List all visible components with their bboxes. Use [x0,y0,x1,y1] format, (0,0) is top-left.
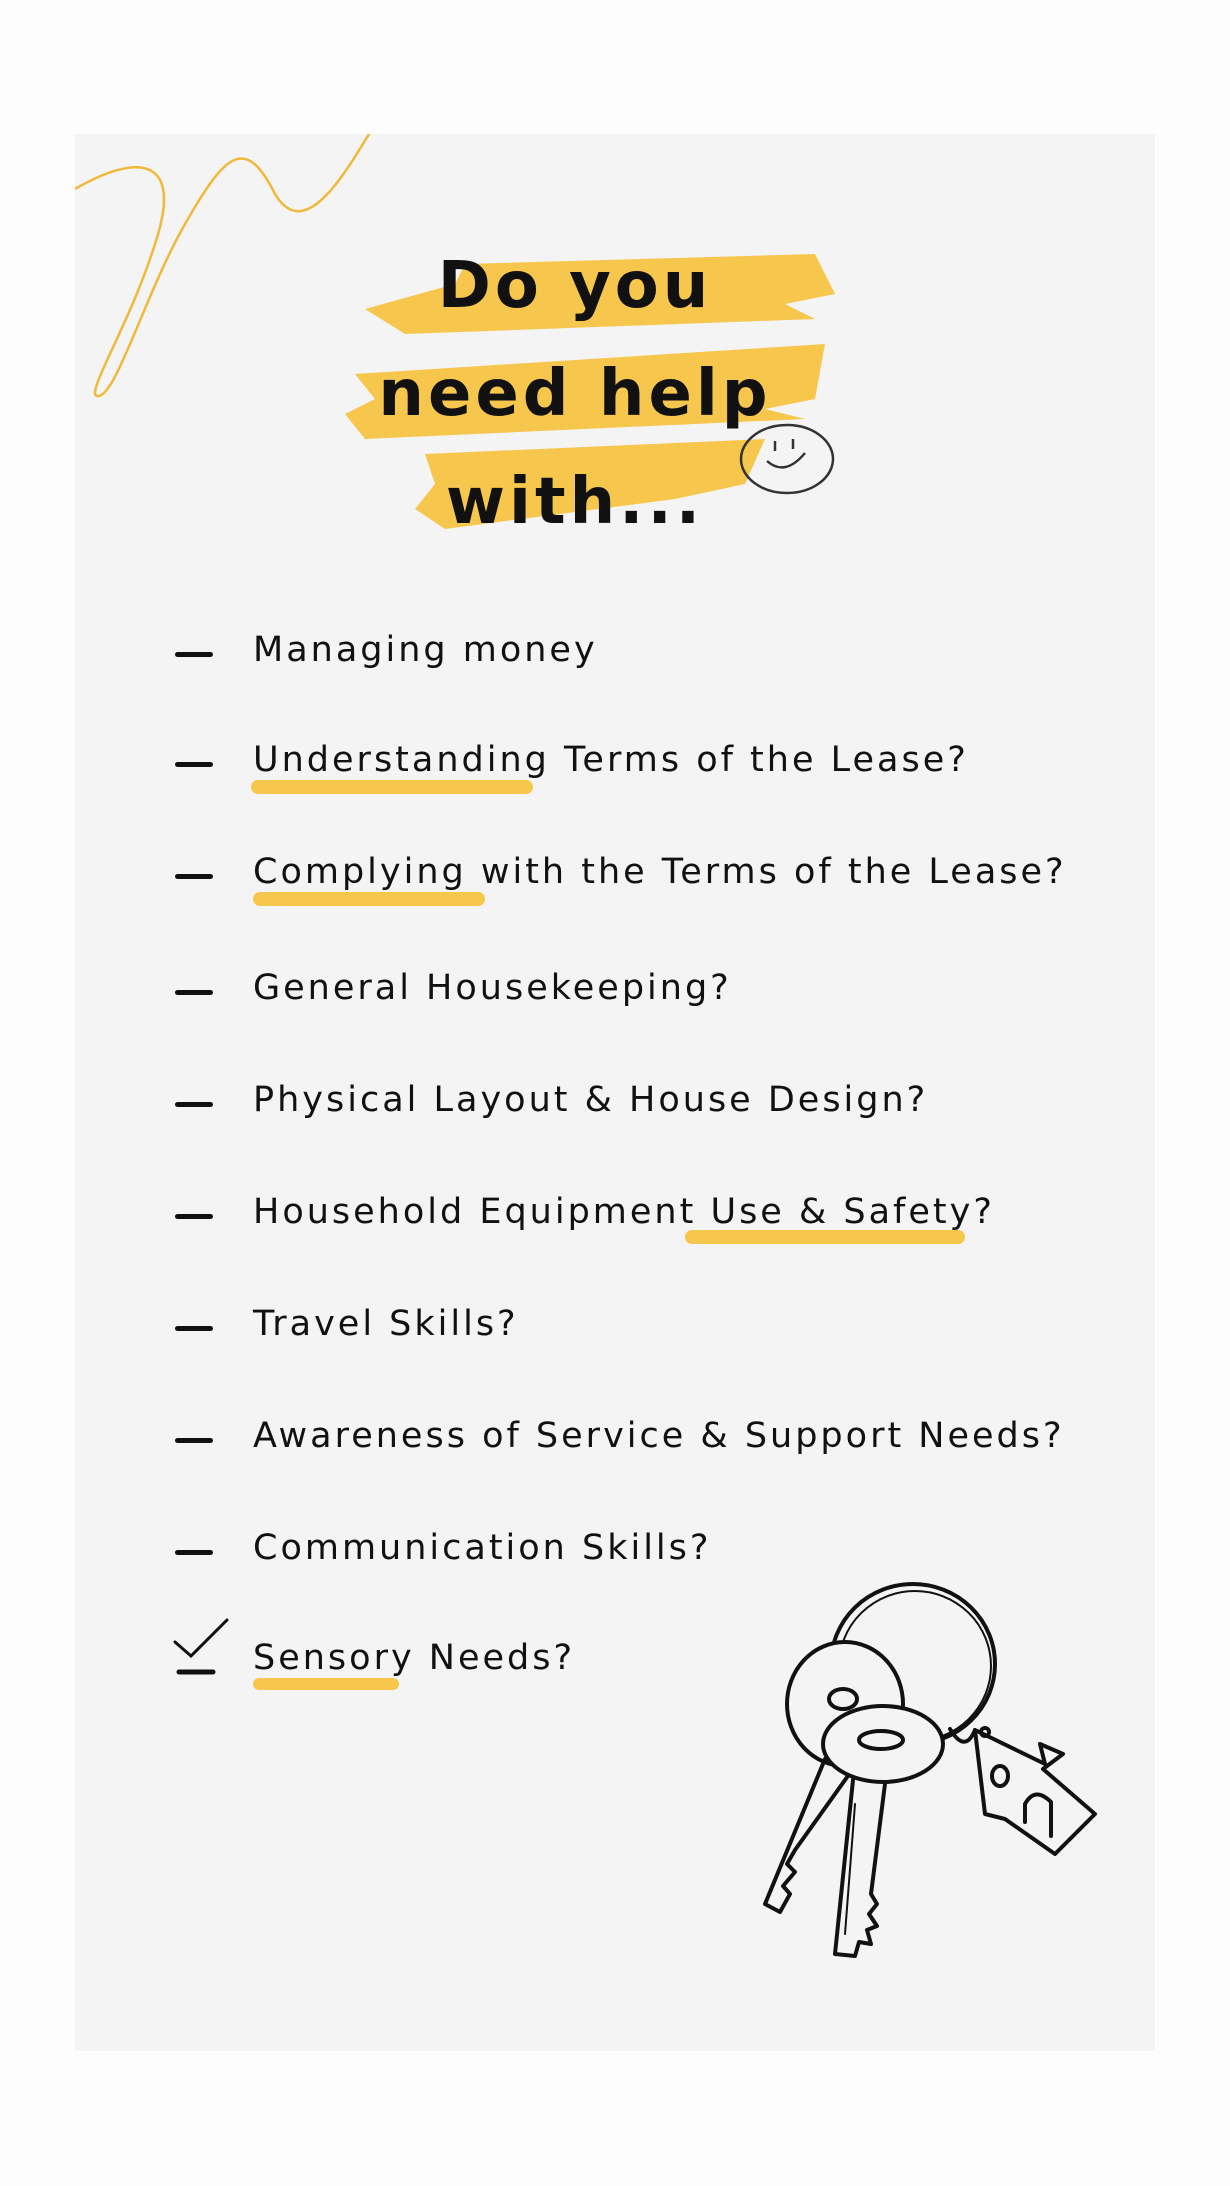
title-line-2: need help [378,357,772,431]
item-label: Sensory Needs? [253,1638,576,1678]
item-label: General Housekeeping? [253,968,732,1008]
check-icon [173,1618,233,1680]
item-label: Managing money [253,630,598,670]
keys-illustration [695,1554,1115,1974]
smiley-icon [737,419,837,499]
dash-icon [175,990,213,995]
item-label: Complying with the Terms of the Lease? [253,852,1067,892]
list-item [75,734,1155,794]
highlight-underline [253,1678,399,1690]
list-item [75,1074,1155,1134]
page-title [355,232,795,556]
dash-icon [175,1326,213,1331]
list-item [75,846,1155,906]
dash-icon [175,874,213,879]
list-item [75,962,1155,1022]
item-label: Communication Skills? [253,1528,712,1568]
item-label: Travel Skills? [253,1304,519,1344]
title-line-1: Do you [437,249,713,323]
dash-icon [175,1438,213,1443]
list-item [75,624,1155,684]
dash-icon [175,1102,213,1107]
dash-icon [175,652,213,657]
dash-icon [175,762,213,767]
highlight-underline [251,780,533,794]
item-label: Awareness of Service & Support Needs? [253,1416,1065,1456]
item-label: Household Equipment Use & Safety? [253,1192,995,1232]
dash-icon [175,1550,213,1555]
flyer-card [75,134,1155,2051]
list-item [75,1186,1155,1246]
list-item [75,1298,1155,1358]
highlight-underline [253,892,485,906]
title-line-3: with... [445,465,705,539]
item-label: Understanding Terms of the Lease? [253,740,969,780]
list-item [75,1410,1155,1470]
dash-icon [175,1214,213,1219]
highlight-underline [685,1230,965,1244]
item-label: Physical Layout & House Design? [253,1080,929,1120]
